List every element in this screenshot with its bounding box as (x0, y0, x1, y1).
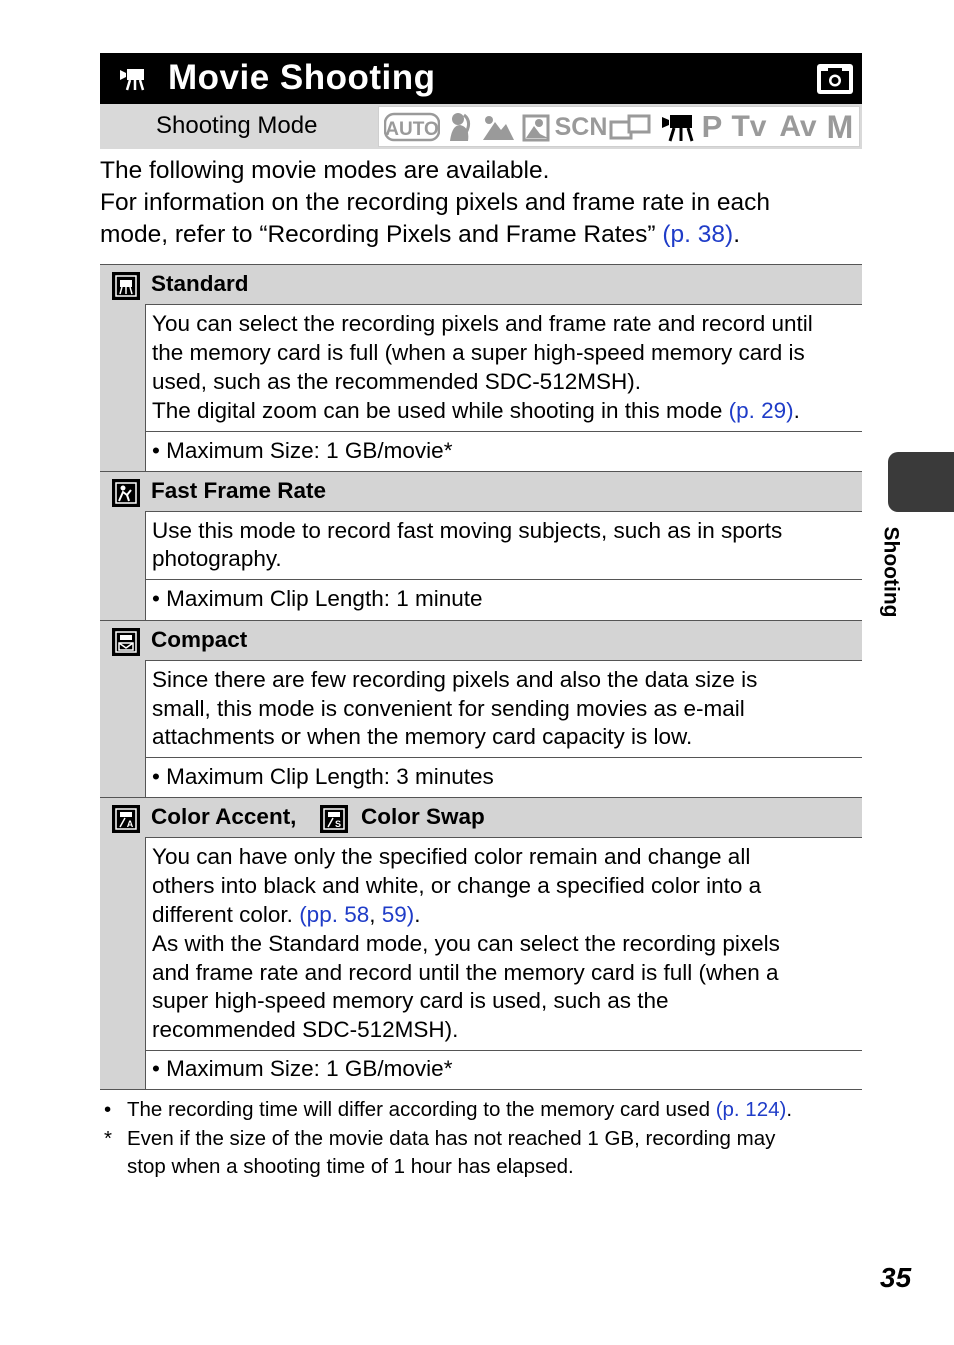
intro-period: . (733, 221, 740, 248)
mode-note-cell (145, 1050, 862, 1090)
mode-header-fast-frame-rate (100, 471, 862, 512)
desc-line: small, this mode is convenient for sending movies as e-mail (152, 696, 745, 721)
mode-title: Color Swap (361, 804, 485, 829)
asterisk-mark: * (104, 1127, 112, 1150)
portrait-mode-icon (445, 110, 475, 144)
mode-note-cell (145, 757, 862, 798)
footnote-asterisk (104, 1125, 864, 1181)
mode-title: Color Accent, (151, 804, 297, 829)
intro-line: The following movie modes are available. (100, 157, 550, 184)
side-cell (100, 304, 145, 471)
shooting-mode-label: Shooting Mode (156, 112, 318, 139)
page-link[interactable]: (p. 29) (728, 398, 794, 423)
color-swap-icon (320, 805, 348, 833)
mode-note-cell (145, 431, 862, 471)
mode-title: Compact (151, 627, 248, 652)
page-link[interactable]: (pp. 58 (299, 902, 370, 927)
section-tab-label (880, 520, 930, 640)
m-mode-icon: M (826, 108, 854, 145)
page-link[interactable]: (p. 38) (662, 221, 734, 248)
page-number: 35 (880, 1262, 912, 1293)
mode-description (145, 511, 862, 579)
mode-description (145, 837, 862, 1050)
svg-text:AUTO: AUTO (385, 119, 439, 140)
stitch-assist-icon (609, 110, 653, 144)
table-bottom-border (100, 1089, 862, 1090)
svg-text:A: A (126, 819, 134, 829)
desc-period: . (414, 902, 421, 927)
av-mode-icon: Av (779, 110, 817, 143)
camera-mode-icon (816, 63, 854, 95)
desc-text: The digital zoom can be used while shooting in this mode (152, 398, 729, 423)
auto-mode-icon (383, 110, 441, 144)
footnote-period: . (786, 1098, 793, 1121)
p-mode-icon: P (701, 109, 723, 144)
desc-line: super high-speed memory card is used, such as the (152, 988, 669, 1013)
mode-note: • Maximum Size: 1 GB/movie* (152, 1056, 453, 1081)
scn-mode-icon: SCN (554, 112, 608, 141)
desc-line: the memory card is full (when a super high-speed memory card is (152, 340, 805, 365)
desc-text: different color. (152, 902, 300, 927)
desc-line: attachments or when the memory card capacity is low. (152, 724, 693, 749)
page-title: Movie Shooting (168, 58, 436, 97)
desc-line: Use this mode to record fast moving subjects, such as in sports (152, 518, 783, 543)
side-cell (100, 511, 145, 620)
movie-camera-icon (118, 64, 148, 94)
desc-line: recommended SDC-512MSH). (152, 1017, 459, 1042)
compact-movie-icon (112, 628, 140, 656)
footnote-body: The recording time will differ according to the memory card used (127, 1098, 716, 1121)
intro-line: For information on the recording pixels and frame rate in each (100, 189, 771, 216)
footnote-bullet (104, 1096, 864, 1124)
bullet-mark: • (104, 1098, 112, 1121)
mode-description (145, 304, 862, 431)
desc-line: others into black and white, or change a specified color into a (152, 873, 762, 898)
side-cell (100, 837, 145, 1090)
side-cell (100, 660, 145, 798)
tv-mode-icon: Tv (731, 110, 767, 143)
intro-line (100, 219, 740, 251)
desc-line (152, 900, 421, 929)
mode-description (145, 660, 862, 758)
desc-line: Since there are few recording pixels and also the data size is (152, 667, 758, 692)
mode-title: Standard (151, 271, 249, 296)
desc-line: photography. (152, 546, 282, 571)
mode-header-color (100, 797, 862, 838)
desc-line: You can select the recording pixels and frame rate and record until (152, 311, 813, 336)
landscape-mode-icon (481, 110, 515, 144)
standard-movie-icon (112, 272, 140, 300)
footnote-text (127, 1096, 867, 1124)
mode-note-cell (145, 579, 862, 620)
mode-note: • Maximum Size: 1 GB/movie* (152, 438, 453, 463)
mode-note: • Maximum Clip Length: 3 minutes (152, 764, 494, 789)
mode-note: • Maximum Clip Length: 1 minute (152, 586, 483, 611)
footnote-text: stop when a shooting time of 1 hour has elapsed. (127, 1155, 574, 1178)
section-tab (888, 452, 954, 512)
mode-title: Fast Frame Rate (151, 478, 327, 503)
mode-header-compact (100, 620, 862, 661)
shooting-mode-bar (100, 104, 862, 149)
desc-text: , (369, 902, 382, 927)
title-bar (100, 53, 862, 104)
desc-line: You can have only the specified color remain and change all (152, 844, 751, 869)
fast-frame-rate-icon (112, 479, 140, 507)
desc-line: and frame rate and record until the memory card is full (when a (152, 960, 779, 985)
section-label-text: Shooting (879, 526, 903, 618)
svg-text:S: S (334, 819, 342, 829)
page-link[interactable]: 59) (381, 902, 415, 927)
desc-line: used, such as the recommended SDC-512MSH). (152, 369, 641, 394)
special-scene-icon (521, 110, 551, 144)
desc-period: . (793, 398, 800, 423)
movie-mode-icon-active (659, 110, 697, 144)
color-accent-icon (112, 805, 140, 833)
footnote-text: Even if the size of the movie data has not reached 1 GB, recording may (127, 1127, 776, 1150)
desc-line: As with the Standard mode, you can select the recording pixels (152, 931, 780, 956)
shooting-mode-strip (378, 106, 860, 147)
page-link[interactable]: (p. 124) (715, 1098, 787, 1121)
intro-text: mode, refer to “Recording Pixels and Frame Rates” (100, 221, 663, 248)
desc-line (152, 396, 800, 425)
mode-header-standard (100, 264, 862, 305)
